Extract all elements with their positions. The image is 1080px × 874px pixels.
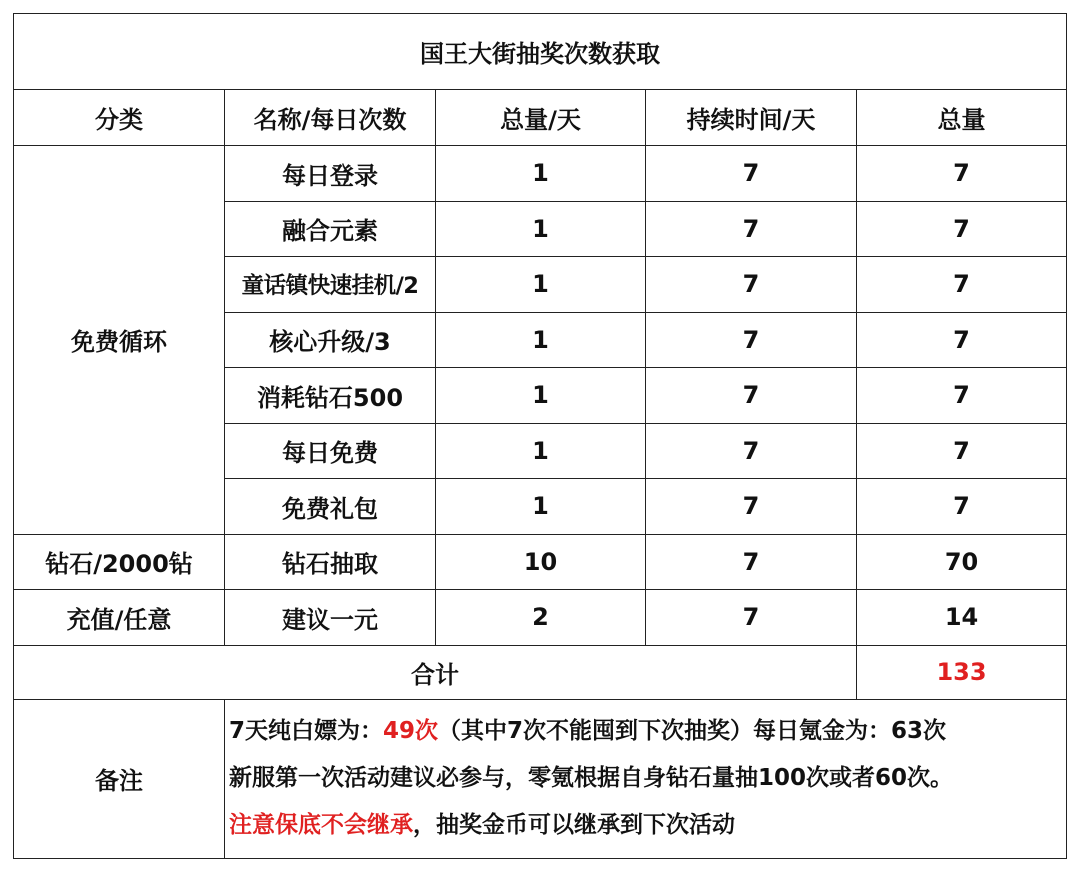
row-name: 融合元素 [225,201,436,257]
header-category: 分类 [14,90,225,146]
row-days: 7 [646,368,857,424]
header-name: 名称/每日次数 [225,90,436,146]
row-per-day: 1 [436,423,646,479]
row-days: 7 [646,479,857,535]
category-free: 免费循环 [14,146,225,535]
table-row [14,534,1067,590]
row-total: 14 [857,590,1067,646]
row-days: 7 [646,534,857,590]
note-line-1 [229,708,1066,755]
row-name: 消耗钻石500 [225,368,436,424]
note-line-3-rest: ，抽奖金币可以继承到下次活动 [413,812,735,838]
row-per-day: 1 [436,479,646,535]
row-days: 7 [646,423,857,479]
row-total: 7 [857,146,1067,202]
row-name: 建议一元 [225,590,436,646]
note-line-1-text: 7天纯白嫖为： [229,718,384,744]
row-total: 70 [857,534,1067,590]
row-name: 每日免费 [225,423,436,479]
lottery-count-table [13,13,1067,859]
header-duration: 持续时间/天 [646,90,857,146]
row-name: 童话镇快速挂机/2 [225,257,436,313]
row-name: 每日登录 [225,146,436,202]
row-days: 7 [646,312,857,368]
note-row [14,699,1067,858]
row-per-day: 1 [436,201,646,257]
row-total: 7 [857,257,1067,313]
header-total: 总量 [857,90,1067,146]
row-days: 7 [646,201,857,257]
row-total: 7 [857,479,1067,535]
row-name: 免费礼包 [225,479,436,535]
note-highlight-warning: 注意保底不会继承 [229,812,413,838]
row-total: 7 [857,201,1067,257]
category-diamond: 钻石/2000钻 [14,534,225,590]
row-days: 7 [646,146,857,202]
row-days: 7 [646,257,857,313]
row-per-day: 10 [436,534,646,590]
table-row [14,146,1067,202]
row-per-day: 1 [436,146,646,202]
header-per-day: 总量/天 [436,90,646,146]
row-per-day: 1 [436,368,646,424]
note-line-2: 新服第一次活动建议必参与，零氪根据自身钻石量抽100次或者60次。 [229,765,954,791]
row-total: 7 [857,423,1067,479]
row-name: 核心升级/3 [225,312,436,368]
table-title: 国王大街抽奖次数获取 [14,14,1067,90]
note-line-1-rest: （其中7次不能囤到下次抽奖）每日氪金为：63次 [438,718,947,744]
row-total: 7 [857,368,1067,424]
row-per-day: 1 [436,257,646,313]
row-per-day: 2 [436,590,646,646]
row-total: 7 [857,312,1067,368]
row-name: 钻石抽取 [225,534,436,590]
note-line-3 [229,802,1066,849]
total-label: 合计 [14,645,857,699]
total-value: 133 [857,645,1067,699]
note-content [225,699,1067,858]
row-per-day: 1 [436,312,646,368]
note-label: 备注 [14,699,225,858]
row-days: 7 [646,590,857,646]
total-row [14,645,1067,699]
note-highlight-free-count: 49次 [383,718,439,744]
category-recharge: 充值/任意 [14,590,225,646]
table-row [14,590,1067,646]
